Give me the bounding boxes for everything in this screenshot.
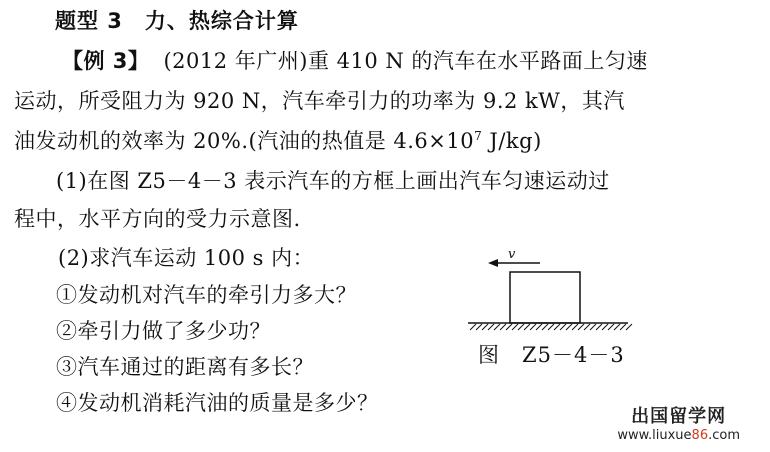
watermark-url-suffix: .com [708, 428, 740, 443]
example-line-1 [62, 48, 648, 74]
example-text-3-unit: J/kg) [482, 129, 542, 153]
question-2-sub-4: ④发动机消耗汽油的质量是多少？ [56, 391, 379, 415]
ground-hatching [470, 324, 632, 330]
question-2-sub-1: ①发动机对汽车的牵引力多大？ [56, 283, 357, 307]
example-text-1: (2012 年广州)重 410 N 的汽车在水平路面上匀速 [163, 49, 648, 73]
watermark-title: 出国留学网 [631, 406, 727, 427]
watermark-url-prefix: www.liuxue [617, 428, 692, 443]
question-2-intro: (2)求汽车运动 100 s 内： [58, 246, 315, 270]
example-line-2: 运动，所受阻力为 920 N，汽车牵引力的功率为 9.2 kW，其汽 [14, 89, 625, 113]
figure-caption: 图 Z5－4－3 [478, 343, 625, 367]
car-diagram [460, 248, 640, 338]
question-1-line-1: (1)在图 Z5－4－3 表示汽车的方框上画出汽车匀速运动过 [56, 169, 610, 193]
watermark-url [617, 428, 740, 444]
question-2-sub-3: ③汽车通过的距离有多长？ [56, 355, 314, 379]
question-2-sub-2: ②牵引力做了多少功？ [56, 319, 271, 343]
watermark-url-accent: 86 [691, 428, 709, 443]
section-title: 题型 3 力、热综合计算 [55, 9, 299, 33]
exponent: 7 [474, 129, 483, 143]
velocity-label: v [508, 248, 516, 262]
car-box [510, 272, 580, 323]
example-line-3 [14, 128, 542, 154]
question-1-line-2: 程中，水平方向的受力示意图. [14, 207, 301, 231]
watermark [617, 406, 740, 444]
example-label: 【例 3】 [62, 49, 150, 73]
example-text-3: 油发动机的效率为 20%.(汽油的热值是 4.6×10 [14, 129, 475, 153]
